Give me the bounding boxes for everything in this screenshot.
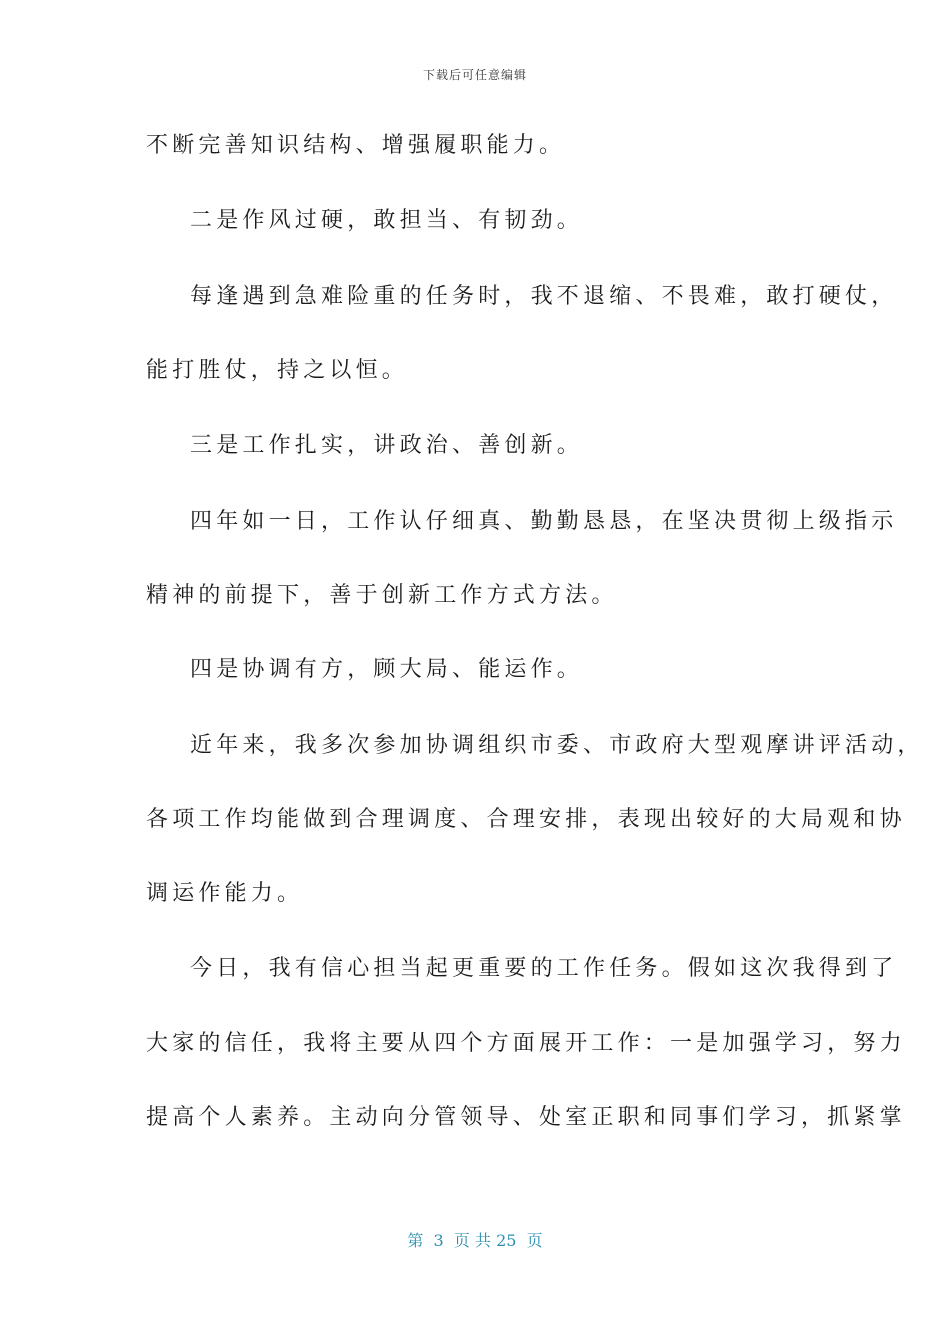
text-line: 大家的信任，我将主要从四个方面展开工作：一是加强学习，努力 [146,1031,906,1056]
text-line: 四是协调有方，顾大局、能运作。 [190,657,584,682]
page-header: 下载后可任意编辑 [422,68,527,82]
text-line: 二是作风过硬，敢担当、有韧劲。 [190,208,584,233]
text-line: 每逢遇到急难险重的任务时，我不退缩、不畏难，敢打硬仗， [190,284,898,309]
text-line: 近年来，我多次参加协调组织市委、市政府大型观摩讲评活动， [190,733,924,758]
text-line: 四年如一日，工作认仔细真、勤勤恳恳，在坚决贯彻上级指示 [190,509,898,534]
text-line: 精神的前提下，善于创新工作方式方法。 [146,583,618,608]
text-line: 不断完善知识结构、增强履职能力。 [146,133,566,158]
text-line: 调运作能力。 [146,881,304,906]
text-line: 各项工作均能做到合理调度、合理安排，表现出较好的大局观和协 [146,807,906,832]
text-line: 今日，我有信心担当起更重要的工作任务。假如这次我得到了 [190,956,898,981]
text-line: 提高个人素养。主动向分管领导、处室正职和同事们学习，抓紧掌 [146,1105,906,1130]
page-number-footer: 第 3 页 共 25 页 [407,1231,543,1250]
text-line: 能打胜仗，持之以恒。 [146,358,409,383]
text-line: 三是工作扎实，讲政治、善创新。 [190,433,584,458]
